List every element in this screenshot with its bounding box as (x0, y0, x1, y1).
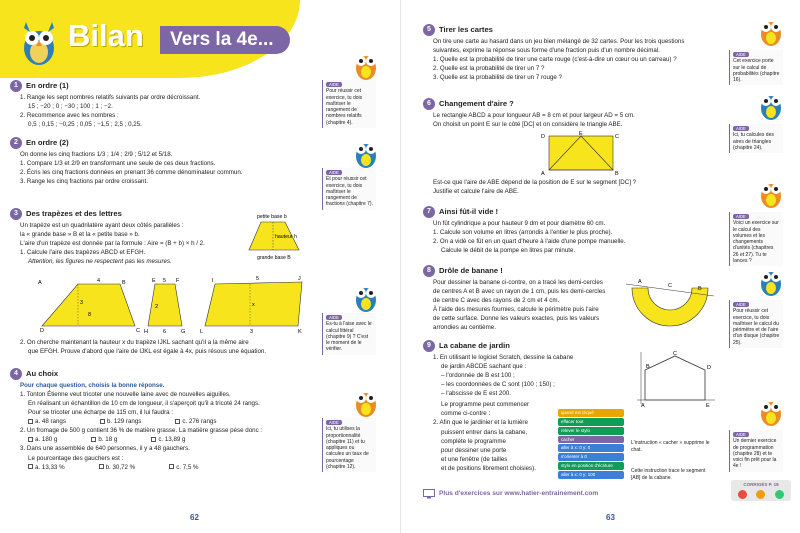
vertex-label: L (200, 329, 204, 335)
help-box: AIDE Cet exercice porte sur le calcul de probabilités (chapitre 16). (729, 50, 783, 85)
answer-choices (10, 464, 310, 472)
value-list: 0,5 ; 0,15 ; −0,25 ; 0,05 ; −1,5 ; 2,5 ; 0,25. (28, 121, 142, 129)
height-label: hauteur h (275, 234, 297, 240)
answer-choice[interactable]: b. 30,72 % (99, 464, 136, 472)
vertex-label: E (152, 278, 156, 284)
dimension-label: 8 (88, 312, 92, 318)
question-text: 2. Écris les cinq fractions données en prenant 36 comme dénominateur commun. (20, 169, 243, 177)
scratch-block: quand est cliqué (558, 409, 624, 417)
question-text: 1. Calcule son volume en litres (arrondis à l'entier le plus proche). (433, 229, 613, 237)
vertex-label: B (615, 171, 619, 177)
exercise-3-part2 (10, 338, 310, 357)
neutral-face-icon[interactable] (756, 490, 765, 499)
page-number: 63 (606, 512, 615, 522)
vertex-label: I (212, 278, 214, 284)
trapezoids-figure (40, 276, 310, 336)
text: Le rectangle ABCD a pour longueur AB = 8 cm et pour largeur AD = 5 cm. (433, 112, 635, 119)
vertex-label: C (136, 328, 140, 334)
answer-choice[interactable]: c. 7,5 % (169, 464, 198, 472)
exercise-number: 4 (10, 368, 22, 380)
exercise-1 (10, 80, 310, 130)
value-list: 15 ; −20 ; 0 ; −30 ; 100 ; 1 ; −2. (28, 103, 113, 111)
exercise-number: 1 (10, 80, 22, 92)
help-box: AIDE Es-tu à l'aise avec le calcul littéral (chapitre 9) ? C'est le moment de le vérifier. (322, 313, 376, 355)
text: de centres A et B avec un rayon de 1 cm, puis les demi-cercles (433, 288, 606, 296)
checkbox[interactable] (91, 437, 96, 442)
scratch-block: relever le stylo (558, 427, 624, 435)
right-page (400, 0, 800, 533)
vertex-label: E (579, 131, 583, 137)
answer-choice[interactable]: b. 129 rangs (100, 418, 141, 426)
answer-choice[interactable]: a. 180 g (28, 436, 57, 444)
owl-icon (757, 14, 785, 48)
text: suivantes, exprime la réponse sous forme d'une fraction puis d'un nombre décimal. (433, 47, 660, 55)
owl-icon (757, 176, 785, 210)
checkbox[interactable] (151, 437, 156, 442)
owl-icon (352, 136, 380, 170)
vertex-label: D (541, 134, 545, 140)
exercise-8 (423, 265, 623, 333)
owl-icon (352, 385, 380, 419)
scratch-block: aller à x: 0 y: 100 (558, 471, 624, 479)
owl-icon (352, 48, 380, 82)
question-text: 3. Quelle est la probabilité de tirer un 7 rouge ? (433, 74, 562, 82)
help-box: AIDE Pour réussir cet exercice, tu dois maîtriser le calcul du périmètre et de l'aire d'un disque (chapitre 25). (729, 300, 783, 348)
scratch-block: cacher (558, 436, 624, 444)
scratch-block: s'orienter à 0 (558, 453, 624, 461)
annotation: L'instruction « cacher » supprime le chat. (631, 440, 710, 453)
text: la « grande base » B et la « petite base » b. (20, 231, 140, 239)
sad-face-icon[interactable] (738, 490, 747, 499)
question-text: que EFGH. Prouve d'abord que l'aire de IJKL est égale à 4x, puis résous une équation. (28, 348, 267, 356)
text: de centre C avec des rayons de 2 cm et 4 cm. (433, 297, 560, 305)
checkbox[interactable] (169, 464, 174, 469)
answer-choice[interactable]: a. 48 rangs (28, 418, 66, 426)
correction-label: CORRIGÉS P. 18 (743, 482, 779, 487)
exercise-number: 7 (423, 206, 435, 218)
dimension-label: 5 (256, 276, 260, 282)
question-text: 3. Dans une assemblée de 640 personnes, il y a 48 gauchers. (20, 445, 190, 453)
question-text: – l'ordonnée de B est 100 ; (441, 372, 515, 380)
exercise-number: 9 (423, 340, 435, 352)
text: arrondies au centième. (433, 324, 496, 332)
question-text: 1. Calcule l'aire des trapèzes ABCD et EFGH. (20, 249, 146, 257)
note: Attention, les figures ne respectent pas les mesures. (28, 258, 172, 266)
help-box: AIDE Ici, tu utilises la proportionnalité (chapitre 11) et tu appliques ou calcules un taux de pourcentage (chapitre 12). (322, 418, 376, 472)
scratch-block: aller à x: 0 y: 0 (558, 444, 624, 452)
intro-text: On donne les cinq fractions 1/3 ; 1/4 ; 2/9 ; 5/12 et 5/18. (20, 151, 173, 158)
banana-figure (626, 270, 716, 330)
vertex-label: G (181, 329, 186, 335)
exercise-title: Au choix (26, 369, 59, 379)
question-text: – les coordonnées de C sont (100 ; 150) ; (441, 381, 555, 389)
question-text: En réalisant un échantillon de 10 cm de longueur, il s'aperçoit qu'il a tricoté 24 rangs. (28, 400, 260, 408)
question-text: 2. Recommence avec les nombres : (20, 112, 119, 120)
question-text: 1. Range les sept nombres relatifs suivants par ordre décroissant. (20, 94, 201, 101)
answer-choices (10, 418, 310, 426)
page-subtitle: Vers la 4e... (160, 26, 290, 54)
question-text: de jardin ABCDE sachant que : (441, 363, 527, 371)
vertex-label: D (707, 365, 711, 371)
checkbox[interactable] (28, 419, 33, 424)
question-text: 1. Quelle est la probabilité de tirer une carte rouge (c'est-à-dire un cœur ou un carreau) ? (433, 56, 677, 64)
vertex-label: B (646, 364, 650, 370)
small-base-label: petite base b (257, 214, 287, 220)
instruction: Pour chaque question, choisis la bonne réponse. (20, 382, 165, 389)
question-text: – l'abscisse de E est 200. (441, 390, 511, 398)
website-banner[interactable] (423, 489, 598, 499)
vertex-label: B (122, 280, 126, 286)
text: Le programme peut commencer (441, 401, 530, 409)
question-text: Le pourcentage des gauchers est : (28, 454, 124, 462)
trapezoid-diagram (243, 210, 308, 262)
page-title: Bilan (68, 18, 144, 53)
question-text: 2. On cherche maintenant la hauteur x du trapèze IJKL sachant qu'il a la même aire (20, 339, 249, 346)
big-base-label: grande base B (257, 255, 291, 261)
question-text: 2. Afin que le jardinier et la lumière (433, 419, 528, 427)
vertex-label: J (298, 276, 301, 282)
exercise-7 (423, 206, 723, 256)
checkbox[interactable] (28, 437, 33, 442)
answer-choice[interactable]: c. 13,89 g (151, 436, 185, 444)
dimension-label: 3 (80, 300, 84, 306)
checkbox[interactable] (28, 464, 33, 469)
exercise-4 (10, 368, 310, 473)
vertex-label: K (298, 329, 302, 335)
exercise-6-question (423, 178, 723, 197)
vertex-label: C (615, 134, 619, 140)
vertex-label: A (641, 403, 645, 409)
vertex-label: F (176, 278, 180, 284)
text: On choisit un point E sur le côté [DC] et on considère le triangle ABE. (433, 121, 623, 129)
point-label: A (638, 279, 642, 285)
vertex-label: A (541, 171, 545, 177)
help-box: AIDE Pour réussir cet exercice, tu dois maîtriser le rangement de nombres relatifs (chapitre 4). (322, 80, 376, 128)
exercise-number: 2 (10, 137, 22, 149)
dimension-label: 2 (155, 304, 159, 310)
exercise-6 (423, 98, 723, 130)
help-box: AIDE Ici, tu calcules des aires de triangles (chapitre 24). (729, 124, 783, 153)
cabin-figure (633, 348, 718, 408)
text: Pour dessiner la banane ci-contre, on a tracé les demi-cercles (433, 279, 603, 286)
checkbox[interactable] (175, 419, 180, 424)
exercise-title: La cabane de jardin (439, 341, 510, 351)
website-link[interactable]: Plus d'exercices sur www.hatier-entrainement.com (439, 489, 599, 497)
question-text: 3. Range les cinq fractions par ordre croissant. (20, 178, 148, 186)
exercise-title: En ordre (1) (26, 81, 69, 91)
help-box: AIDE Et pour réussir cet exercice, tu dois maîtriser le rangement de fractions (chapitre 7). (322, 168, 376, 210)
dimension-label: 5 (163, 278, 167, 284)
answer-choice[interactable]: c. 276 rangs (175, 418, 216, 426)
formula: L'aire d'un trapèze est donnée par la formule : Aire = (B + b) × h / 2. (20, 240, 205, 248)
question-text: Pour se tricoter une écharpe de 115 cm, il lui faudra : (28, 409, 174, 417)
computer-icon (423, 489, 435, 499)
exercise-number: 8 (423, 265, 435, 277)
answer-choices (10, 436, 310, 444)
text: Un fût cylindrique a pour hauteur 9 dm et pour diamètre 60 cm. (433, 220, 606, 227)
question-text: et une fenêtre (de tailles (441, 455, 508, 463)
question-text: 2. On a vidé ce fût en un quart d'heure à l'aide d'une pompe manuelle. (433, 238, 626, 246)
owl-icon (352, 280, 380, 314)
text: Un trapèze est un quadrilatère ayant deux côtés parallèles : (20, 222, 184, 229)
correction-box (731, 480, 791, 501)
exercise-title: Drôle de banane ! (439, 266, 503, 276)
answer-choice[interactable]: b. 18 g (91, 436, 117, 444)
exercise-title: Tirer les cartes (439, 25, 493, 35)
question-text: 2. Un fromage de 500 g contient 36 % de matière grasse. La matière grasse pèse donc : (20, 427, 263, 435)
question-text: Justifie et calcule l'aire de ABE. (433, 188, 519, 196)
checkbox[interactable] (99, 464, 104, 469)
exercise-title: Ainsi fût-il vide ! (439, 207, 499, 217)
dimension-label: 3 (250, 329, 254, 335)
question-text: puissent entrer dans la cabane, (441, 428, 528, 436)
vertex-label: E (706, 403, 710, 409)
owl-icon (757, 88, 785, 122)
help-box: AIDE Voici un exercice sur le calcul des volumes et les changements d'unités (chapitres 26 et 27). Tu te lances ? (729, 212, 783, 266)
point-label: B (698, 286, 702, 292)
scratch-block: stylo en position d'écriture (558, 462, 624, 470)
page-number: 62 (190, 512, 199, 522)
text: On tire une carte au hasard dans un jeu bien mélangé de 32 cartes. Pour les trois questions (433, 38, 685, 45)
exercise-title: Changement d'aire ? (439, 99, 514, 109)
scratch-program (558, 408, 624, 480)
vertex-label: H (144, 329, 148, 335)
vertex-label: C (673, 351, 677, 357)
text: À l'aide des mesures fournies, calcule le périmètre puis l'aire (433, 306, 599, 314)
question-text: 1. Compare 1/3 et 2/9 en transformant une seule de ces deux fractions. (20, 160, 216, 168)
annotation: Cette instruction trace le segment [AB] de la cabane. (631, 468, 706, 481)
exercise-number: 6 (423, 98, 435, 110)
point-label: C (668, 283, 672, 289)
checkbox[interactable] (100, 419, 105, 424)
exercise-title: En ordre (2) (26, 138, 69, 148)
question-text: Calcule le débit de la pompe en litres par minute. (441, 247, 576, 255)
help-box: AIDE Un dernier exercice de programmation (chapitre 28) et te voici fin prêt pour la 4e ! (729, 430, 783, 472)
exercise-2 (10, 137, 310, 187)
text: comme ci-contre : (441, 410, 491, 418)
question-text: 2. Quelle est la probabilité de tirer un 7 ? (433, 65, 545, 73)
owl-icon (757, 264, 785, 298)
question-text: pour dessiner une porte (441, 446, 507, 454)
question-text: Est-ce que l'aire de ABE dépend de la position de E sur le segment [DC] ? (433, 179, 637, 186)
vertex-label: A (38, 280, 42, 286)
happy-face-icon[interactable] (775, 490, 784, 499)
question-text: et de positions librement choisies). (441, 464, 536, 472)
text: de cette surface. Donne les valeurs exactes, puis les valeurs (433, 315, 600, 323)
scratch-block: effacer tout (558, 418, 624, 426)
owl-mascot-icon (16, 18, 62, 68)
question-text: 1. Tonton Étienne veut tricoter une nouvelle laine avec de nouvelles aiguilles. (20, 391, 231, 399)
question-text: 1. En utilisant le logiciel Scratch, dessine la cabane (433, 354, 574, 361)
rectangle-figure (541, 130, 621, 176)
owl-icon (757, 394, 785, 428)
question-text: complète le programme (441, 437, 506, 445)
exercise-number: 5 (423, 24, 435, 36)
exercise-number: 3 (10, 208, 22, 220)
vertex-label: D (40, 328, 44, 334)
dimension-label: 6 (163, 329, 167, 335)
dimension-label: 4 (97, 278, 101, 284)
answer-choice[interactable]: a. 13,33 % (28, 464, 65, 472)
exercise-5 (423, 24, 723, 83)
exercise-title: Des trapèzes et des lettres (26, 209, 122, 219)
dimension-label: x (252, 302, 255, 308)
